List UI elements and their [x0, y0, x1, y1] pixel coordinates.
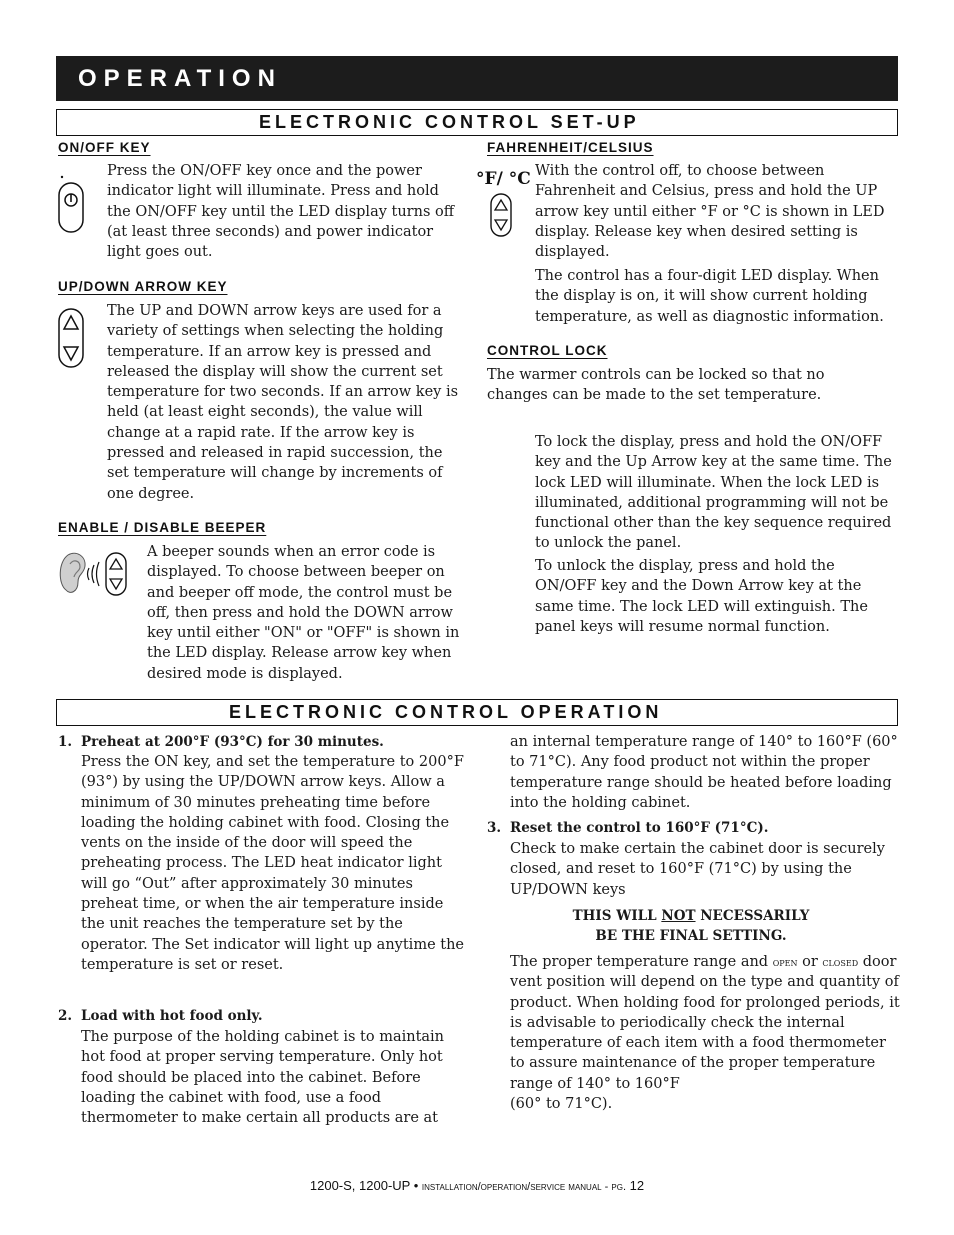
up-down-keys-icon: [56, 307, 88, 369]
final-paragraph: [510, 952, 902, 1114]
lock-intro: The warmer controls can be locked so that no changes can be made to the set temperature.: [487, 367, 825, 404]
step-3-number: 3.: [487, 820, 502, 836]
step-2-number: 2.: [58, 1008, 73, 1024]
fahrenheit-heading: FAHRENHEIT/CELSIUS: [487, 140, 654, 155]
final-text-post: door vent position will depend on the type and quantity of product. When holding food for prolonged periods, it is advisable to periodically check the internal temperature of each item with a food thermometer to assure maintenance of the proper temperature range of 140° to 160°F: [510, 954, 900, 1092]
banner-title: OPERATION: [78, 65, 282, 92]
ear-beeper-icon: [56, 550, 132, 598]
updown-text: The UP and DOWN arrow keys are used for a variety of settings when selecting the holding temperature. If an arrow key is pressed and released the display will show the current set temperature for two seconds. If an arrow key is held (at least eight seconds), the value will change at a rapid rate. If the arrow key is pressed and released in rapid succession, the set temperature will change by increments of one degree.: [107, 303, 459, 502]
power-key-icon: [56, 172, 88, 234]
setup-title-text: ELECTRONIC CONTROL SET-UP: [259, 112, 640, 132]
step-3-text: Check to make certain the cabinet door is securely closed, and reset to 160°F (71°C) by using the UP/DOWN keys: [510, 841, 885, 898]
step-2-title: Load with hot food only.: [81, 1008, 263, 1024]
step-1-title: Preheat at 200°F (93°C) for 30 minutes.: [81, 734, 384, 750]
lock-heading: CONTROL LOCK: [487, 343, 608, 358]
lock-text-2: To unlock the display, press and hold the ON/OFF key and the Down Arrow key at the same time. The lock LED will extinguish. The panel keys will resume normal function.: [535, 558, 868, 635]
notice-line-2: BE THE FINAL SETTING.: [595, 928, 787, 944]
step-3-title: Reset the control to 160°F (71°C).: [510, 820, 769, 836]
notice-emphasis-not: NOT: [661, 908, 696, 924]
final-text-last: (60° to 71°C).: [510, 1096, 613, 1113]
operation-section-title: [56, 699, 898, 726]
notice-text-a: THIS WILL: [572, 908, 662, 924]
step-2-text: The purpose of the holding cabinet is to maintain hot food at proper serving temperature. Only hot food should be placed into the cabinet. Before loading the cabinet with food, use a food thermometer to make certain all products are at: [81, 1029, 445, 1127]
up-down-keys-icon: [488, 192, 516, 238]
beeper-heading: ENABLE / DISABLE BEEPER: [58, 520, 267, 535]
footer-page-number: 12: [626, 1178, 645, 1193]
fahrenheit-text-2: The control has a four-digit LED display. When the display is on, it will show current holding temperature, as well as diagnostic information.: [535, 268, 884, 325]
step-1-text: Press the ON key, and set the temperature to 200°F (93°) by using the UP/DOWN arrow keys. Allow a minimum of 30 minutes preheating time before loading the holding cabinet with food. Closing the vents on the inside of the door will speed the preheating process. The LED heat indicator light will go “Out” after approximately 30 minutes preheat time, or when the air temperature inside the unit reaches the temperature set by the operator. The Set indicator will light up anytime the temperature is set or reset.: [81, 754, 465, 973]
final-text-closed: closed: [822, 955, 859, 969]
final-text-or: or: [797, 954, 823, 970]
operation-title-text: ELECTRONIC CONTROL OPERATION: [229, 702, 663, 722]
final-text-open: open: [772, 955, 798, 969]
lock-text-1: To lock the display, press and hold the ON/OFF key and the Up Arrow key at the same time. The lock LED will illuminate. When the lock LED is illuminated, additional programming will not be functional other than the key sequence required to unlock the panel.: [535, 434, 892, 552]
footer-manual-title: installation/operation/service manual - pg.: [421, 1181, 627, 1193]
setup-section-title: [56, 109, 898, 136]
page-banner: [56, 56, 898, 101]
fahrenheit-text-1: With the control off, to choose between Fahrenheit and Celsius, press and hold the UP arrow key until either °F or °C is shown in LED display. Release key when desired setting is displayed.: [535, 163, 885, 261]
notice-line-1: [490, 906, 892, 926]
step-1-number: 1.: [58, 734, 73, 750]
footer-models: 1200-S, 1200-UP •: [309, 1178, 422, 1193]
beeper-text: A beeper sounds when an error code is displayed. To choose between beeper on and beeper off mode, the control must be off, then press and hold the DOWN arrow key until either "ON" or "OFF" is shown in the LED display. Release arrow key when desired mode is displayed.: [147, 544, 460, 682]
updown-heading: UP/DOWN ARROW KEY: [58, 279, 228, 294]
onoff-heading: ON/OFF KEY: [58, 140, 151, 155]
onoff-text: Press the ON/OFF key once and the power indicator light will illuminate. Press and hold the ON/OFF key until the LED display turns off (at least three seconds) and power indicator light goes out.: [107, 163, 455, 261]
page-footer: [0, 1178, 954, 1193]
final-text-pre: The proper temperature range and: [510, 954, 773, 970]
step-2-continued-text: an internal temperature range of 140° to 160°F (60° to 71°C). Any food product not within the proper temperature range should be heated before loading into the holding cabinet.: [510, 734, 898, 811]
fahrenheit-celsius-label: °F/ °C: [476, 169, 531, 189]
notice-text-b: NECESSARILY: [695, 908, 810, 924]
